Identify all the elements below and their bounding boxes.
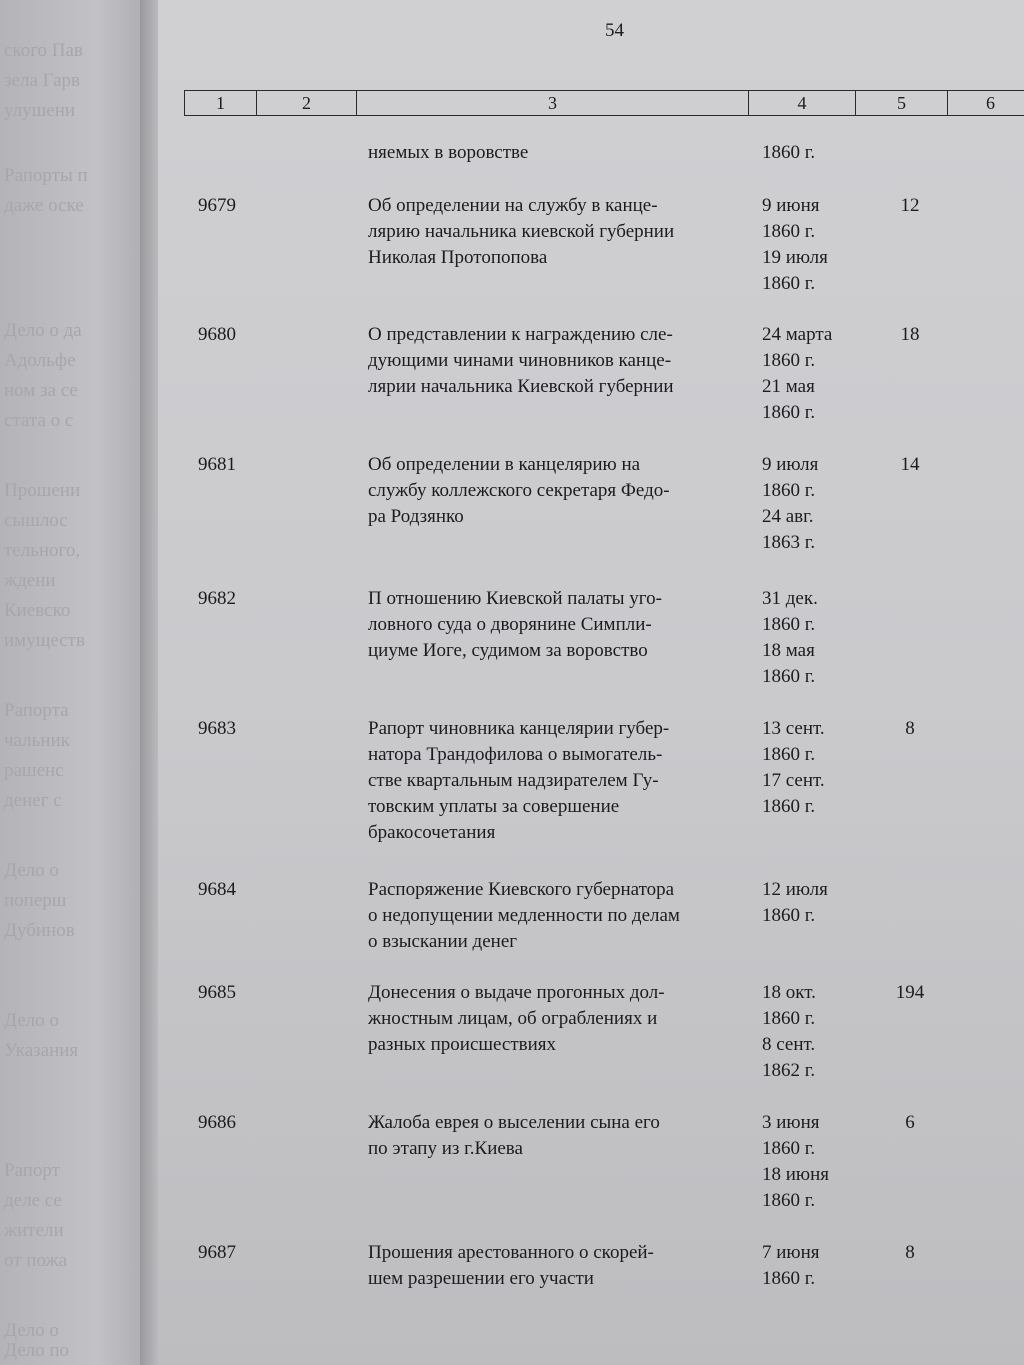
entry-dates	[762, 193, 872, 297]
bleed-fragment: поперш	[4, 890, 67, 911]
description-line: П отношению Киевской палаты уго-	[368, 588, 662, 609]
description-line: Об определении в канцелярию на	[368, 454, 641, 475]
description-line: товским уплаты за совершение	[368, 796, 620, 817]
description-line: службу коллежского секретаря Федо-	[368, 480, 670, 501]
entry-sheet-count: 194	[895, 982, 925, 1003]
entry-sheet-count: 6	[905, 1112, 915, 1133]
bleed-fragment: Киевско	[4, 600, 71, 621]
date-line: 3 июня	[762, 1112, 820, 1133]
page-number: 54	[605, 20, 624, 41]
bleed-fragment: сышлос	[4, 510, 68, 531]
entry-number: 9682	[198, 588, 236, 609]
entry-description	[368, 586, 748, 664]
description-line: циуме Иоге, судимом за воровство	[368, 640, 648, 661]
bleed-fragment: стата о с	[4, 410, 74, 431]
bleed-fragment: Дело о	[4, 1320, 59, 1341]
bleed-fragment: Рапорта	[4, 700, 69, 721]
date-line: 8 сент.	[762, 1034, 816, 1055]
bleed-fragment: ского Пав	[4, 40, 83, 61]
bleed-fragment: рашенс	[4, 760, 64, 781]
date-line: 1860 г.	[762, 744, 816, 765]
entry-dates	[762, 877, 872, 929]
date-line: 1860 г.	[762, 614, 816, 635]
entry-description	[368, 140, 748, 166]
description-line: о недопущении медленности по делам	[368, 905, 680, 926]
date-line: 9 июля	[762, 454, 819, 475]
description-line: Распоряжение Киевского губернатора	[368, 879, 675, 900]
bleed-fragment: даже оске	[4, 195, 84, 216]
date-line: 12 июля	[762, 879, 828, 900]
description-line: лярии начальника Киевской губернии	[368, 376, 674, 397]
date-line: 31 дек.	[762, 588, 818, 609]
entry-number: 9683	[198, 718, 236, 739]
entry-description	[368, 980, 748, 1058]
date-line: 1860 г.	[762, 796, 816, 817]
entry-dates	[762, 980, 872, 1084]
entry-dates	[762, 1240, 872, 1292]
date-line: 18 окт.	[762, 982, 816, 1003]
date-line: 1860 г.	[762, 1138, 816, 1159]
entry-dates	[762, 1110, 872, 1214]
date-line: 1860 г.	[762, 905, 816, 926]
description-line: стве квартальным надзирателем Гу-	[368, 770, 659, 791]
entry-description	[368, 1110, 748, 1162]
bleed-fragment: ном за се	[4, 380, 78, 401]
entry-sheet-count: 8	[905, 1242, 915, 1263]
date-line: 1860 г.	[762, 221, 816, 242]
date-line: 1860 г.	[762, 666, 816, 687]
date-line: 13 сент.	[762, 718, 825, 739]
date-line: 24 марта	[762, 324, 833, 345]
date-line: 1860 г.	[762, 350, 816, 371]
bleed-fragment: чальник	[4, 730, 70, 751]
entry-description	[368, 877, 748, 955]
entry-dates	[762, 140, 872, 166]
bleed-fragment: тельного,	[4, 540, 81, 561]
entry-description	[368, 322, 748, 400]
bleed-fragment: деле се	[4, 1190, 62, 1211]
bleed-fragment: Дело о	[4, 1010, 59, 1031]
description-line: бракосочетания	[368, 822, 496, 843]
description-line: о взыскании денег	[368, 931, 518, 952]
entry-number: 9681	[198, 454, 236, 475]
bleed-fragment: Прошени	[4, 480, 81, 501]
description-line: лярию начальника киевской губернии	[368, 221, 675, 242]
column-header-2: 2	[257, 91, 357, 115]
date-line: 1863 г.	[762, 532, 816, 553]
date-line: 21 мая	[762, 376, 815, 397]
bleed-fragment: Рапорты п	[4, 165, 88, 186]
bleed-fragment: Рапорт	[4, 1160, 60, 1181]
entry-description	[368, 1240, 748, 1292]
entry-dates	[762, 452, 872, 556]
entry-description	[368, 716, 748, 846]
entry-number: 9684	[198, 879, 236, 900]
description-line: жностным лицам, об ограблениях и	[368, 1008, 658, 1029]
entry-number: 9679	[198, 195, 236, 216]
bleed-fragment: денег с	[4, 790, 62, 811]
date-line: 18 июня	[762, 1164, 830, 1185]
description-line: разных происшествиях	[368, 1034, 557, 1055]
date-line: 17 сент.	[762, 770, 825, 791]
entry-sheet-count: 12	[900, 195, 920, 216]
column-header-6: 6	[986, 93, 995, 113]
date-line: 9 июня	[762, 195, 820, 216]
description-line: Жалоба еврея о выселении сына его	[368, 1112, 660, 1133]
date-line: 24 авг.	[762, 506, 814, 527]
description-line: дующими чинами чиновников канце-	[368, 350, 672, 371]
entry-number: 9687	[198, 1242, 236, 1263]
bleed-fragment: от пожа	[4, 1250, 68, 1271]
description-line: Об определении на службу в канце-	[368, 195, 658, 216]
bleed-fragment: Дело по	[4, 1340, 70, 1361]
description-line: Рапорт чиновника канцелярии губер-	[368, 718, 670, 739]
bleed-fragment: зела Гарв	[4, 70, 81, 91]
bleed-fragment: Адольфе	[4, 350, 76, 371]
entry-description	[368, 452, 748, 530]
description-line: ра Родзянко	[368, 506, 464, 527]
entry-dates	[762, 586, 872, 690]
description-line: О представлении к награждению сле-	[368, 324, 673, 345]
bleed-fragment: имуществ	[4, 630, 85, 651]
entry-sheet-count: 8	[905, 718, 915, 739]
column-header-5: 5	[856, 91, 948, 115]
date-line: 1860 г.	[762, 1008, 816, 1029]
bleed-fragment: улушени	[4, 100, 76, 121]
date-line: 1862 г.	[762, 1060, 816, 1081]
entry-number: 9686	[198, 1112, 236, 1133]
date-line: 1860 г.	[762, 402, 816, 423]
description-line: Прошения арестованного о скорей-	[368, 1242, 654, 1263]
date-line: 18 мая	[762, 640, 815, 661]
description-line: ловного суда о дворянине Симпли-	[368, 614, 652, 635]
description-line: натора Трандофилова о вымогатель-	[368, 744, 663, 765]
bleed-fragment: Дубинов	[4, 920, 75, 941]
column-header-4: 4	[749, 91, 856, 115]
entry-sheet-count: 18	[900, 324, 920, 345]
bleed-fragment: Дело о	[4, 860, 59, 881]
description-line: по этапу из г.Киева	[368, 1138, 523, 1159]
column-header-row	[184, 90, 1024, 116]
description-line: Николая Протопопова	[368, 247, 548, 268]
entry-dates	[762, 322, 872, 426]
entry-dates	[762, 716, 872, 820]
date-line: 1860 г.	[762, 273, 816, 294]
column-header-1: 1	[185, 91, 257, 115]
bleed-fragment: Указания	[4, 1040, 79, 1061]
description-line: Донесения о выдаче прогонных дол-	[368, 982, 665, 1003]
date-line: 19 июля	[762, 247, 828, 268]
date-line: 1860 г.	[762, 1268, 816, 1289]
entry-description	[368, 193, 748, 271]
description-line: шем разрешении его участи	[368, 1268, 594, 1289]
bleed-fragment: жители	[4, 1220, 64, 1241]
date-line: 1860 г.	[762, 1190, 816, 1211]
description-line: няемых в воровстве	[368, 142, 529, 163]
facing-page	[0, 0, 160, 1365]
date-line: 1860 г.	[762, 480, 816, 501]
bleed-fragment: ждени	[4, 570, 56, 591]
entry-sheet-count: 14	[900, 454, 920, 475]
date-line: 7 июня	[762, 1242, 820, 1263]
date-line: 1860 г.	[762, 142, 816, 163]
entry-number: 9685	[198, 982, 236, 1003]
column-header-3: 3	[357, 91, 749, 115]
entry-number: 9680	[198, 324, 236, 345]
bleed-fragment: Дело о да	[4, 320, 82, 341]
